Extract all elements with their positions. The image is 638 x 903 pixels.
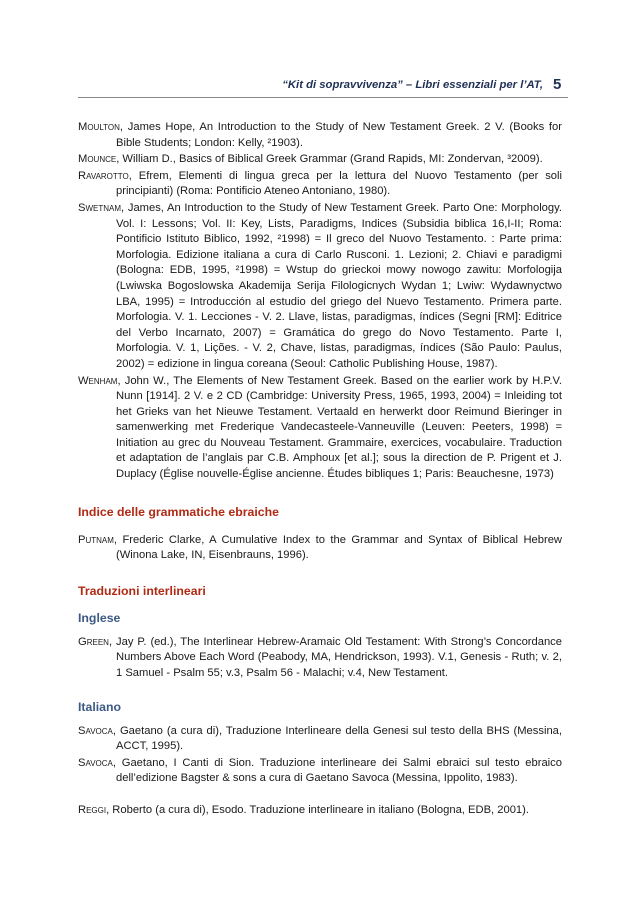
author-name: Savoca: [78, 724, 113, 737]
section-heading-index: Indice delle grammatiche ebraiche: [78, 504, 279, 519]
author-name: Wenham: [78, 374, 118, 387]
entry-text: , William D., Basics of Biblical Greek Grammar (Grand Rapids, MI: Zondervan, ³2009).: [116, 153, 543, 166]
bib-entry: [78, 803, 562, 819]
bib-entry: [78, 533, 562, 564]
author-name: Reggi: [78, 804, 107, 816]
author-name: Swetnam: [78, 201, 122, 214]
author-name: Mounce: [78, 153, 117, 166]
bibliography: [78, 120, 562, 819]
page-header: [0, 76, 638, 98]
author-name: Savoca: [78, 756, 113, 769]
entry-text: , Roberto (a cura di), Esodo. Traduzione interlineare in italiano (Bologna, EDB, 2001).: [106, 804, 529, 816]
entry-text: , Gaetano (a cura di), Traduzione Interlineare della Genesi sul testo della BHS (Messina, ACCT, 1995).: [112, 724, 562, 753]
entry-text: , Jay P. (ed.), The Interlinear Hebrew-Aramaic Old Testament: With Strong’s Concordance Numbers Above Each Word (Peabody, MA, Hendrickson, 1993). V.1, Genesis - Ruth; v. 2, 1 Samuel - Psalm 55; v.3, Psalm 56 - Malachi; v.4, New Testament.: [108, 635, 562, 680]
author-name: Ravarotto: [78, 169, 129, 182]
header-rule: [78, 97, 568, 98]
bib-entry: [78, 374, 562, 483]
subsection-heading-english: Inglese: [78, 610, 121, 625]
entry-text: , James Hope, An Introduction to the Study of New Testament Greek. 2 V. (Books for Bible Students; London: Kelly, ²1903).: [116, 121, 562, 149]
author-name: Green: [78, 635, 109, 648]
bib-entry: [78, 756, 562, 787]
bib-entry: [78, 201, 562, 373]
subsection-heading-italian: Italiano: [78, 699, 122, 714]
bib-entry: [78, 169, 562, 200]
entry-text: , Frederic Clarke, A Cumulative Index to the Grammar and Syntax of Biblical Hebrew (Winona Lake, IN, Eisenbrauns, 1996).: [113, 533, 562, 562]
entry-text: , James, An Introduction to the Study of New Testament Greek. Parto One: Morphology. Vol. I: Lessons; Vol. II: Key, Lists, Paradigms, Indices (Subsidia biblica 16,I-II; Roma: Pontificio Istituto Biblico, 1992, ²1998) = Il greco del Nuovo Testamento. : Parte prima: Morfologia. Edizione italiana a cura di Carlo Rusconi. 1. Lezioni; 2. Chiavi e paradigmi (Bologna: EDB, 1995, ²1998) = Wstup do grieckoi mowy nowogo zawitu: Morfologija (Lwiwska Bogoslowska Akademija Serija Filologicnych Wydan 1; Lwiw: Wydawnyctwo LBA, 1995) = Introducción al estudio del griego del Nuevo Testamento. Primera parte. Morfologia. V. 1. Lecciones - V. 2. Llave, listas, paradigmas, índices (Segni [RM]: Editrice del Verbo Incarnato, 2007) = Gramática do grego do Novo Testamento. Parte I, Morfologia. V. 1, Lições. - V. 2, Chave, listas, paradigmas, índices (São Paulo: Paulus, 2002) = edizione in lingua coreana (Seoul: Catholic Publishing House, 1987).: [116, 201, 562, 370]
entry-text: , Efrem, Elementi di lingua greca per la lettura del Nuovo Testamento (per soli principianti) (Roma: Pontificio Ateneo Antoniano, 1980).: [116, 169, 562, 198]
page-number: 5: [553, 76, 562, 93]
section-heading-translations: Traduzioni interlineari: [78, 583, 206, 598]
bib-entry: [78, 635, 562, 682]
author-name: Putnam: [78, 533, 114, 546]
entry-text: , Gaetano, I Canti di Sion. Traduzione interlineare dei Salmi ebraici sul testo ebraico dell’edizione Bagster & sons a cura di Gaetano Savoca (Messina, Ippolito, 1983).: [112, 756, 562, 785]
running-title: “Kit di sopravvivenza” – Libri essenziali per l’AT,: [282, 79, 543, 91]
bib-entry: [78, 724, 562, 755]
author-name: Moulton: [78, 121, 120, 133]
bib-entry: [78, 152, 562, 168]
bib-entry: [78, 120, 562, 151]
entry-text: , John W., The Elements of New Testament Greek. Based on the earlier work by H.P.V. Nunn [1914]. 2 V. e 2 CD (Cambridge: University Press, 1965, 1993, 2004) = Inleiding tot het Grieks van het Nieuwe Testament. Vertaald en herwerkt door Reimund Bieringer in samenwerking met Frederique Vandecasteele-Vanneuville (Leuven: Peeters, 1998) = Initiation au grec du Nouveau Testament. Grammaire, exercices, vocabulaire. Traduction et adaptation de l’anglais par C.B. Amphoux [et al.]; sous la direction de P. Prigent et J. Duplacy (Église nouvelle-Église ancienne. Études bibliques 1; Paris: Beauchesne, 1973): [116, 374, 562, 481]
